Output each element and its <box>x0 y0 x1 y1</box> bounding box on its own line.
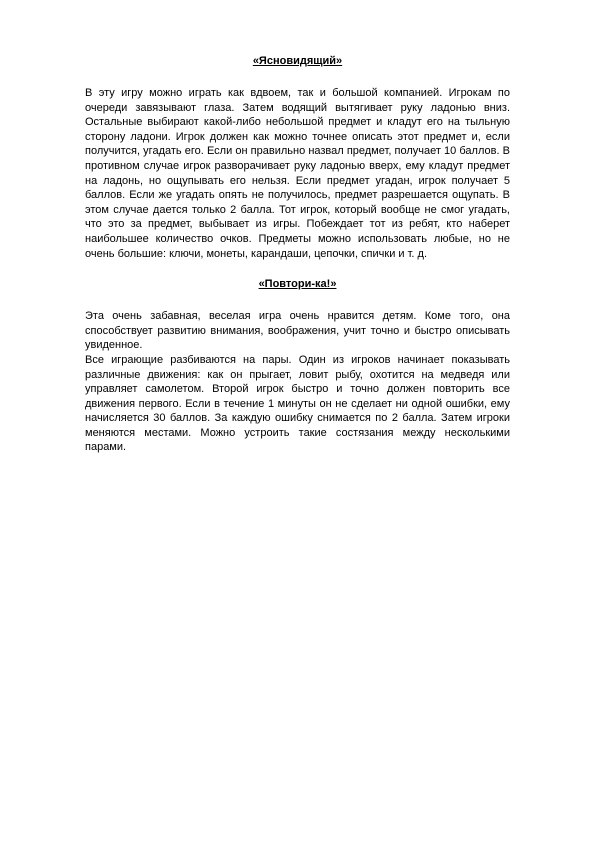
section-paragraph-clairvoyant-rules: В эту игру можно играть как вдвоем, так и большой компанией. Игрокам по очереди завязывают глаза. Затем водящий вытягивает руку ладонью вниз. Остальные выбирают какой-либо небольшой предмет и кладут его на тыльную сторону ладони. Игрок должен как можно точнее описать этот предмет и, если получится, угадать его. Если он правильно назвал предмет, получает 10 баллов. В противном случае игрок разворачивает руку ладонью вверх, ему кладут предмет на ладонь, но ощупывать его нельзя. Если предмет угадан, игрок получает 5 баллов. Если же угадать опять не получилось, предмет разрешается ощупать. В этом случае дается только 2 балла. Тот игрок, который вообще не смог угадать, что это за предмет, выбывает из игры. Побеждает тот из ребят, кто наберет наибольшее количество очков. Предметы можно использовать любые, но не очень большие: ключи, монеты, карандаши, цепочки, спички и т. д. <box>85 87 510 260</box>
section-title-clairvoyant: «Ясновидящий» <box>252 55 343 67</box>
document-content <box>85 54 510 455</box>
section-paragraph-repeat-rules: Все играющие разбиваются на пары. Один из игроков начинает показывать различные движения: как он прыгает, ловит рыбу, охотится на медведя или управляет самолетом. Второй игрок быстро и точно должен повторить все движения первого. Если в течение 1 минуты он не сделает ни одной ошибки, ему начисляется 30 баллов. За каждую ошибку снимается по 2 балла. Затем игроки меняются местами. Можно устроить такие состязания между несколькими парами. <box>85 353 510 454</box>
section-paragraph-repeat-intro: Эта очень забавная, веселая игра очень нравится детям. Коме того, она способствует развитию внимания, воображения, учит точно и быстро описывать увиденное. <box>85 310 510 352</box>
section-title-repeat: «Повтори-ка!» <box>258 278 337 291</box>
